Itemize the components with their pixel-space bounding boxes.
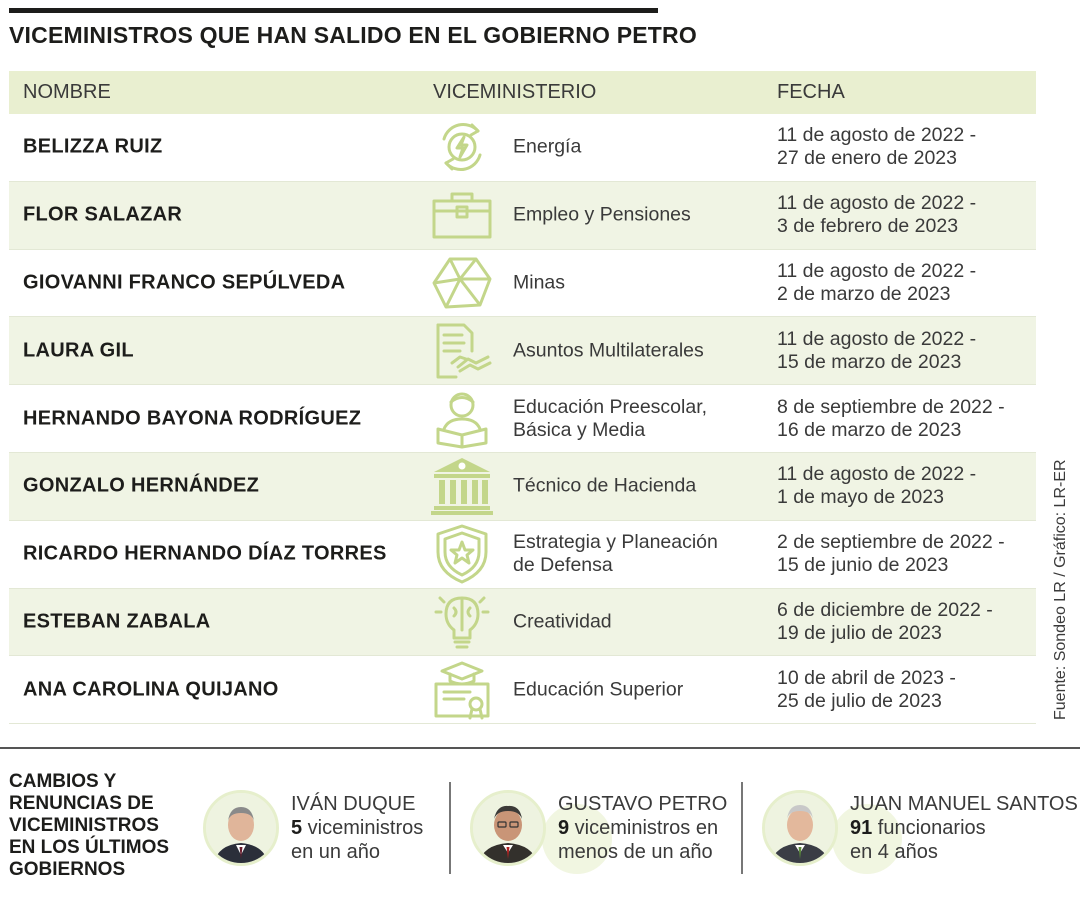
portrait-gustavo-petro xyxy=(470,790,546,866)
section-divider xyxy=(0,747,1080,749)
brain-bulb-icon xyxy=(430,592,494,652)
vertical-divider xyxy=(741,782,743,874)
government-text: IVÁN DUQUE 5 viceministros en un año xyxy=(291,793,424,863)
row-name: LAURA GIL xyxy=(23,339,134,362)
government-count: 9 xyxy=(558,817,570,839)
row-date: 11 de agosto de 2022 - 15 de marzo de 2023 xyxy=(777,327,977,373)
bottom-title: CAMBIOS Y RENUNCIAS DE VICEMINISTROS EN LOS ÚLTIMOS GOBIERNOS xyxy=(9,771,170,880)
row-name: BELIZZA RUIZ xyxy=(23,135,163,158)
header-fecha: FECHA xyxy=(777,81,845,103)
student-book-icon xyxy=(430,389,494,449)
mineral-icon xyxy=(430,253,494,313)
vertical-divider xyxy=(449,782,451,874)
government-count: 91 xyxy=(850,817,873,839)
table-row xyxy=(9,521,1036,589)
government-count: 5 xyxy=(291,817,303,839)
government-text: GUSTAVO PETRO 9 viceministros en menos de un año xyxy=(558,793,728,863)
row-viceministerio: Técnico de Hacienda xyxy=(513,474,697,497)
page-title: VICEMINISTROS QUE HAN SALIDO EN EL GOBIERNO PETRO xyxy=(9,22,697,48)
row-date: 11 de agosto de 2022 - 1 de mayo de 2023 xyxy=(777,463,977,509)
diploma-icon xyxy=(430,660,494,720)
row-date: 10 de abril de 2023 - 25 de julio de 2023 xyxy=(777,666,956,712)
row-date: 6 de diciembre de 2022 - 19 de julio de 2023 xyxy=(777,598,993,644)
government-name: IVÁN DUQUE xyxy=(291,793,416,815)
table-row xyxy=(9,250,1036,318)
row-viceministerio: Energía xyxy=(513,135,582,158)
table-row xyxy=(9,182,1036,250)
row-viceministerio: Educación Superior xyxy=(513,678,684,701)
header-viceministerio: VICEMINISTERIO xyxy=(433,81,597,103)
portrait-ivan-duque xyxy=(203,790,279,866)
table-header xyxy=(9,71,1036,114)
row-name: HERNANDO BAYONA RODRÍGUEZ xyxy=(23,407,362,430)
row-viceministerio: Asuntos Multilaterales xyxy=(513,339,704,362)
row-name: RICARDO HERNANDO DÍAZ TORRES xyxy=(23,542,387,565)
table-row xyxy=(9,317,1036,385)
header-nombre: NOMBRE xyxy=(23,81,111,103)
row-viceministerio: Estrategia y Planeación de Defensa xyxy=(513,531,718,577)
row-date: 11 de agosto de 2022 - 3 de febrero de 2023 xyxy=(777,192,977,238)
energy-icon xyxy=(430,117,494,177)
row-date: 11 de agosto de 2022 - 2 de marzo de 2023 xyxy=(777,259,977,305)
table-row xyxy=(9,385,1036,453)
row-date: 11 de agosto de 2022 - 27 de enero de 2023 xyxy=(777,124,977,170)
table-row xyxy=(9,453,1036,521)
viceministers-table xyxy=(9,71,1036,724)
government-text: JUAN MANUEL SANTOS 91 funcionarios en 4 años xyxy=(850,793,1078,863)
row-date: 2 de septiembre de 2022 - 15 de junio de 2023 xyxy=(777,531,1005,577)
briefcase-icon xyxy=(430,185,494,245)
table-row xyxy=(9,656,1036,724)
government-name: GUSTAVO PETRO xyxy=(558,793,728,815)
row-viceministerio: Empleo y Pensiones xyxy=(513,203,691,226)
row-viceministerio: Educación Preescolar, Básica y Media xyxy=(513,395,708,441)
table-row xyxy=(9,114,1036,182)
portrait-juan-manuel-santos xyxy=(762,790,838,866)
row-name: FLOR SALAZAR xyxy=(23,203,183,226)
row-name: GONZALO HERNÁNDEZ xyxy=(23,474,260,497)
row-date: 8 de septiembre de 2022 - 16 de marzo de 2023 xyxy=(777,395,1005,441)
row-name: GIOVANNI FRANCO SEPÚLVEDA xyxy=(23,271,346,294)
table-row xyxy=(9,589,1036,657)
source-credit: Fuente: Sondeo LR / Gráfico: LR-ER xyxy=(1052,459,1069,720)
row-name: ESTEBAN ZABALA xyxy=(23,610,211,633)
top-rule xyxy=(9,8,658,13)
row-viceministerio: Creatividad xyxy=(513,610,612,633)
row-name: ANA CAROLINA QUIJANO xyxy=(23,678,279,701)
government-name: JUAN MANUEL SANTOS xyxy=(850,793,1078,815)
bank-icon xyxy=(430,456,494,516)
shield-star-icon xyxy=(430,524,494,584)
row-viceministerio: Minas xyxy=(513,271,566,294)
agreement-icon xyxy=(430,321,494,381)
